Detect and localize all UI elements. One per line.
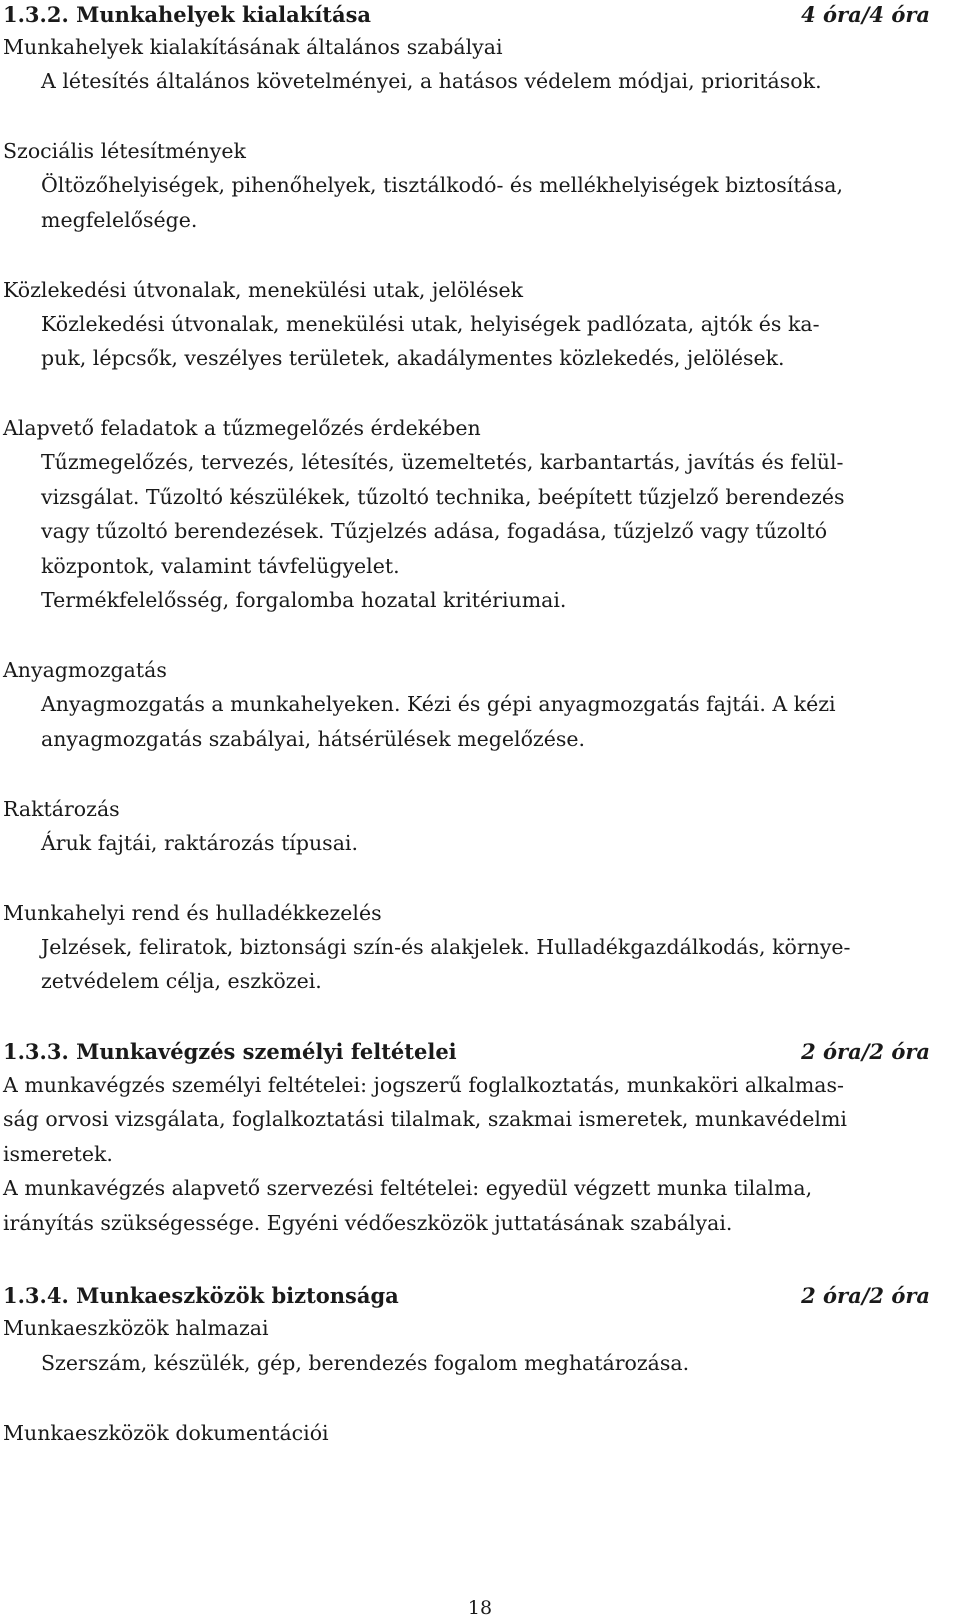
paragraph-line: ság orvosi vizsgálata, foglalkoztatási tilalmak, szakmai ismeretek, munkavédelmi [3, 1107, 847, 1131]
paragraph-line: Termékfelelősség, forgalomba hozatal kritériumai. [41, 588, 567, 612]
section-heading-1-3-3 [3, 1039, 930, 1064]
paragraph-line: Közlekedési útvonalak, menekülési utak, helyiségek padlózata, ajtók és ka- [41, 312, 820, 336]
section-title: 1.3.2. Munkahelyek kialakítása [3, 2, 372, 27]
subsection-title: Munkaeszközök dokumentációi [3, 1421, 329, 1445]
paragraph-line: Áruk fajtái, raktározás típusai. [41, 831, 358, 855]
subsection-title: Munkaeszközök halmazai [3, 1316, 269, 1340]
section-title: 1.3.4. Munkaeszközök biztonsága [3, 1283, 399, 1308]
section-heading-1-3-4 [3, 1283, 930, 1308]
section-title: 1.3.3. Munkavégzés személyi feltételei [3, 1039, 457, 1064]
paragraph-line: központok, valamint távfelügyelet. [41, 554, 400, 578]
section-hours: 2 óra/2 óra [801, 1283, 930, 1308]
paragraph-line: Szerszám, készülék, gép, berendezés fogalom meghatározása. [41, 1351, 690, 1375]
page-number: 18 [467, 1597, 493, 1619]
subsection-title: Közlekedési útvonalak, menekülési utak, jelölések [3, 278, 524, 302]
subsection-title: Anyagmozgatás [3, 658, 167, 682]
paragraph-line: Anyagmozgatás a munkahelyeken. Kézi és gépi anyagmozgatás fajtái. A kézi [41, 692, 836, 716]
paragraph-line: puk, lépcsők, veszélyes területek, akadálymentes közlekedés, jelölések. [41, 346, 785, 370]
paragraph-line: vizsgálat. Tűzoltó készülékek, tűzoltó technika, beépített tűzjelző berendezés [41, 485, 845, 509]
paragraph-line: A munkavégzés alapvető szervezési feltételei: egyedül végzett munka tilalma, [3, 1176, 813, 1200]
paragraph-line: Öltözőhelyiségek, pihenőhelyek, tisztálkodó- és mellékhelyiségek biztosítása, [41, 173, 844, 197]
paragraph-line: vagy tűzoltó berendezések. Tűzjelzés adása, fogadása, tűzjelző vagy tűzoltó [41, 519, 828, 543]
paragraph-line: zetvédelem célja, eszközei. [41, 969, 322, 993]
paragraph-line: A munkavégzés személyi feltételei: jogszerű foglalkoztatás, munkaköri alkalmas- [3, 1073, 844, 1097]
paragraph-line: irányítás szükségessége. Egyéni védőeszközök juttatásának szabályai. [3, 1211, 733, 1235]
subsection-title: Alapvető feladatok a tűzmegelőzés érdekében [3, 416, 481, 440]
paragraph-line: megfelelősége. [41, 208, 198, 232]
section-hours: 4 óra/4 óra [801, 2, 930, 27]
subsection-title: Munkahelyi rend és hulladékkezelés [3, 901, 382, 925]
section-hours: 2 óra/2 óra [801, 1039, 930, 1064]
paragraph-line: A létesítés általános követelményei, a hatásos védelem módjai, prioritások. [41, 69, 822, 93]
subsection-title: Munkahelyek kialakításának általános szabályai [3, 35, 503, 59]
paragraph-line: Jelzések, feliratok, biztonsági szín-és alakjelek. Hulladékgazdálkodás, környe- [41, 935, 851, 959]
paragraph-line: ismeretek. [3, 1142, 113, 1166]
paragraph-line: Tűzmegelőzés, tervezés, létesítés, üzemeltetés, karbantartás, javítás és felül- [41, 450, 844, 474]
subsection-title: Szociális létesítmények [3, 139, 246, 163]
section-heading-1-3-2 [3, 2, 930, 27]
subsection-title: Raktározás [3, 797, 120, 821]
paragraph-line: anyagmozgatás szabályai, hátsérülések megelőzése. [41, 727, 586, 751]
